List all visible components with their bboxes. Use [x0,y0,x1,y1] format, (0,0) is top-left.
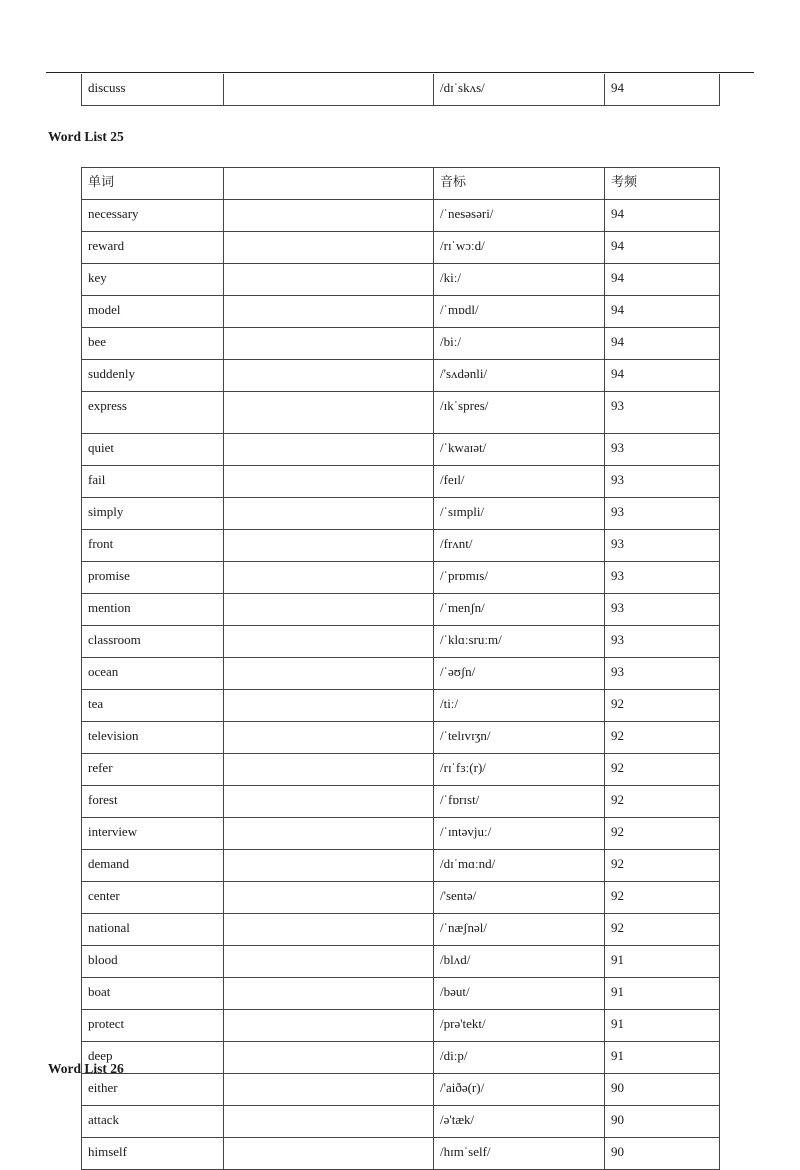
frequency-cell: 91 [605,946,720,978]
meaning-cell [224,786,434,818]
table-row [82,754,720,786]
phonetic-cell: /ˈfɒrɪst/ [434,786,605,818]
meaning-cell [224,978,434,1010]
word-cell: either [82,1074,224,1106]
table-row [82,264,720,296]
phonetic-cell: /biː/ [434,328,605,360]
table-row [82,626,720,658]
meaning-cell [224,360,434,392]
table-row [82,498,720,530]
previous-list-tail-table [81,74,720,106]
frequency-cell: 93 [605,530,720,562]
phonetic-cell: /'sʌdənli/ [434,360,605,392]
frequency-cell: 94 [605,232,720,264]
meaning-cell [224,882,434,914]
phonetic-cell: /ˈnesəsəri/ [434,200,605,232]
meaning-cell [224,562,434,594]
meaning-cell [224,200,434,232]
meaning-cell [224,74,434,106]
frequency-cell: 93 [605,466,720,498]
table-row [82,360,720,392]
header-frequency: 考频 [605,168,720,200]
table-row [82,690,720,722]
phonetic-cell: /'sentə/ [434,882,605,914]
word-cell: bee [82,328,224,360]
table-row [82,328,720,360]
meaning-cell [224,434,434,466]
word-cell: reward [82,232,224,264]
meaning-cell [224,232,434,264]
table-row [82,434,720,466]
word-cell: front [82,530,224,562]
frequency-cell: 94 [605,296,720,328]
meaning-cell [224,530,434,562]
phonetic-cell: /feɪl/ [434,466,605,498]
frequency-cell: 93 [605,562,720,594]
section-title: Word List 26 [48,1061,124,1076]
word-cell: quiet [82,434,224,466]
phonetic-cell: /dɪˈskʌs/ [434,74,605,106]
word-cell: himself [82,1138,224,1170]
phonetic-cell: /'aiðə(r)/ [434,1074,605,1106]
frequency-cell: 94 [605,74,720,106]
table-row [82,530,720,562]
frequency-cell: 90 [605,1106,720,1138]
meaning-cell [224,1042,434,1074]
table-row [82,466,720,498]
table-row [82,1138,720,1170]
table-row [82,562,720,594]
word-list-25-table [81,167,720,1170]
meaning-cell [224,1074,434,1106]
phonetic-cell: /ˈtelɪvɪʒn/ [434,722,605,754]
phonetic-cell: /ˈmenʃn/ [434,594,605,626]
frequency-cell: 92 [605,818,720,850]
meaning-cell [224,498,434,530]
meaning-cell [224,1010,434,1042]
meaning-cell [224,1138,434,1170]
meaning-cell [224,754,434,786]
phonetic-cell: /blʌd/ [434,946,605,978]
word-cell: interview [82,818,224,850]
phonetic-cell: /kiː/ [434,264,605,296]
frequency-cell: 91 [605,1042,720,1074]
word-cell: blood [82,946,224,978]
table-row [82,232,720,264]
frequency-cell: 92 [605,754,720,786]
phonetic-cell: /ˈkwaɪət/ [434,434,605,466]
meaning-cell [224,466,434,498]
table-row [82,882,720,914]
phonetic-cell: /hɪmˈself/ [434,1138,605,1170]
frequency-cell: 93 [605,392,720,434]
meaning-cell [224,392,434,434]
word-cell: simply [82,498,224,530]
frequency-cell: 94 [605,360,720,392]
word-cell: fail [82,466,224,498]
frequency-cell: 92 [605,786,720,818]
word-cell: discuss [82,74,224,106]
frequency-cell: 94 [605,328,720,360]
phonetic-cell: /rɪˈfɜː(r)/ [434,754,605,786]
word-cell: mention [82,594,224,626]
meaning-cell [224,1106,434,1138]
table-row [82,392,720,434]
frequency-cell: 91 [605,978,720,1010]
table-row [82,946,720,978]
header-meaning [224,168,434,200]
word-cell: classroom [82,626,224,658]
word-cell: refer [82,754,224,786]
word-cell: tea [82,690,224,722]
table-row [82,658,720,690]
meaning-cell [224,850,434,882]
frequency-cell: 93 [605,658,720,690]
word-cell: promise [82,562,224,594]
meaning-cell [224,818,434,850]
frequency-cell: 93 [605,594,720,626]
meaning-cell [224,296,434,328]
frequency-cell: 92 [605,850,720,882]
phonetic-cell: /ˈnæʃnəl/ [434,914,605,946]
word-cell: necessary [82,200,224,232]
frequency-cell: 90 [605,1074,720,1106]
header-phonetic: 音标 [434,168,605,200]
meaning-cell [224,946,434,978]
meaning-cell [224,690,434,722]
table-row [82,1042,720,1074]
table-row [82,1106,720,1138]
frequency-cell: 90 [605,1138,720,1170]
phonetic-cell: /ɪkˈspres/ [434,392,605,434]
meaning-cell [224,264,434,296]
word-cell: ocean [82,658,224,690]
word-cell: boat [82,978,224,1010]
frequency-cell: 92 [605,914,720,946]
phonetic-cell: /ˈklɑːsruːm/ [434,626,605,658]
frequency-cell: 93 [605,434,720,466]
phonetic-cell: /prə'tekt/ [434,1010,605,1042]
table-row [82,1074,720,1106]
phonetic-cell: /dɪˈmɑːnd/ [434,850,605,882]
word-cell: protect [82,1010,224,1042]
phonetic-cell: /tiː/ [434,690,605,722]
word-cell: demand [82,850,224,882]
table-row [82,914,720,946]
phonetic-cell: /ˈəʊʃn/ [434,658,605,690]
table-row [82,200,720,232]
word-cell: television [82,722,224,754]
word-cell: deep [82,1042,224,1074]
table-row [82,296,720,328]
table-row [82,818,720,850]
table-row [82,786,720,818]
frequency-cell: 92 [605,722,720,754]
table-row [82,850,720,882]
header-word: 单词 [82,168,224,200]
table-row [82,722,720,754]
word-cell: model [82,296,224,328]
section-title: Word List 25 [48,129,124,144]
frequency-cell: 92 [605,882,720,914]
meaning-cell [224,658,434,690]
table-row [82,978,720,1010]
word-cell: forest [82,786,224,818]
meaning-cell [224,626,434,658]
frequency-cell: 94 [605,200,720,232]
phonetic-cell: /ˈmɒdl/ [434,296,605,328]
phonetic-cell: /rɪˈwɔːd/ [434,232,605,264]
meaning-cell [224,914,434,946]
word-cell: express [82,392,224,434]
frequency-cell: 91 [605,1010,720,1042]
word-cell: suddenly [82,360,224,392]
word-cell: attack [82,1106,224,1138]
phonetic-cell: /ə'tæk/ [434,1106,605,1138]
phonetic-cell: /ˈprɒmɪs/ [434,562,605,594]
meaning-cell [224,722,434,754]
table-row [82,1010,720,1042]
frequency-cell: 94 [605,264,720,296]
header-row [82,168,720,200]
phonetic-cell: /diːp/ [434,1042,605,1074]
word-cell: key [82,264,224,296]
phonetic-cell: /bəut/ [434,978,605,1010]
phonetic-cell: /ˈɪntəvjuː/ [434,818,605,850]
phonetic-cell: /frʌnt/ [434,530,605,562]
top-rule [46,72,754,73]
word-cell: center [82,882,224,914]
meaning-cell [224,594,434,626]
table-row [82,594,720,626]
phonetic-cell: /ˈsɪmpli/ [434,498,605,530]
word-cell: national [82,914,224,946]
frequency-cell: 92 [605,690,720,722]
table-row [82,74,720,106]
meaning-cell [224,328,434,360]
frequency-cell: 93 [605,626,720,658]
frequency-cell: 93 [605,498,720,530]
